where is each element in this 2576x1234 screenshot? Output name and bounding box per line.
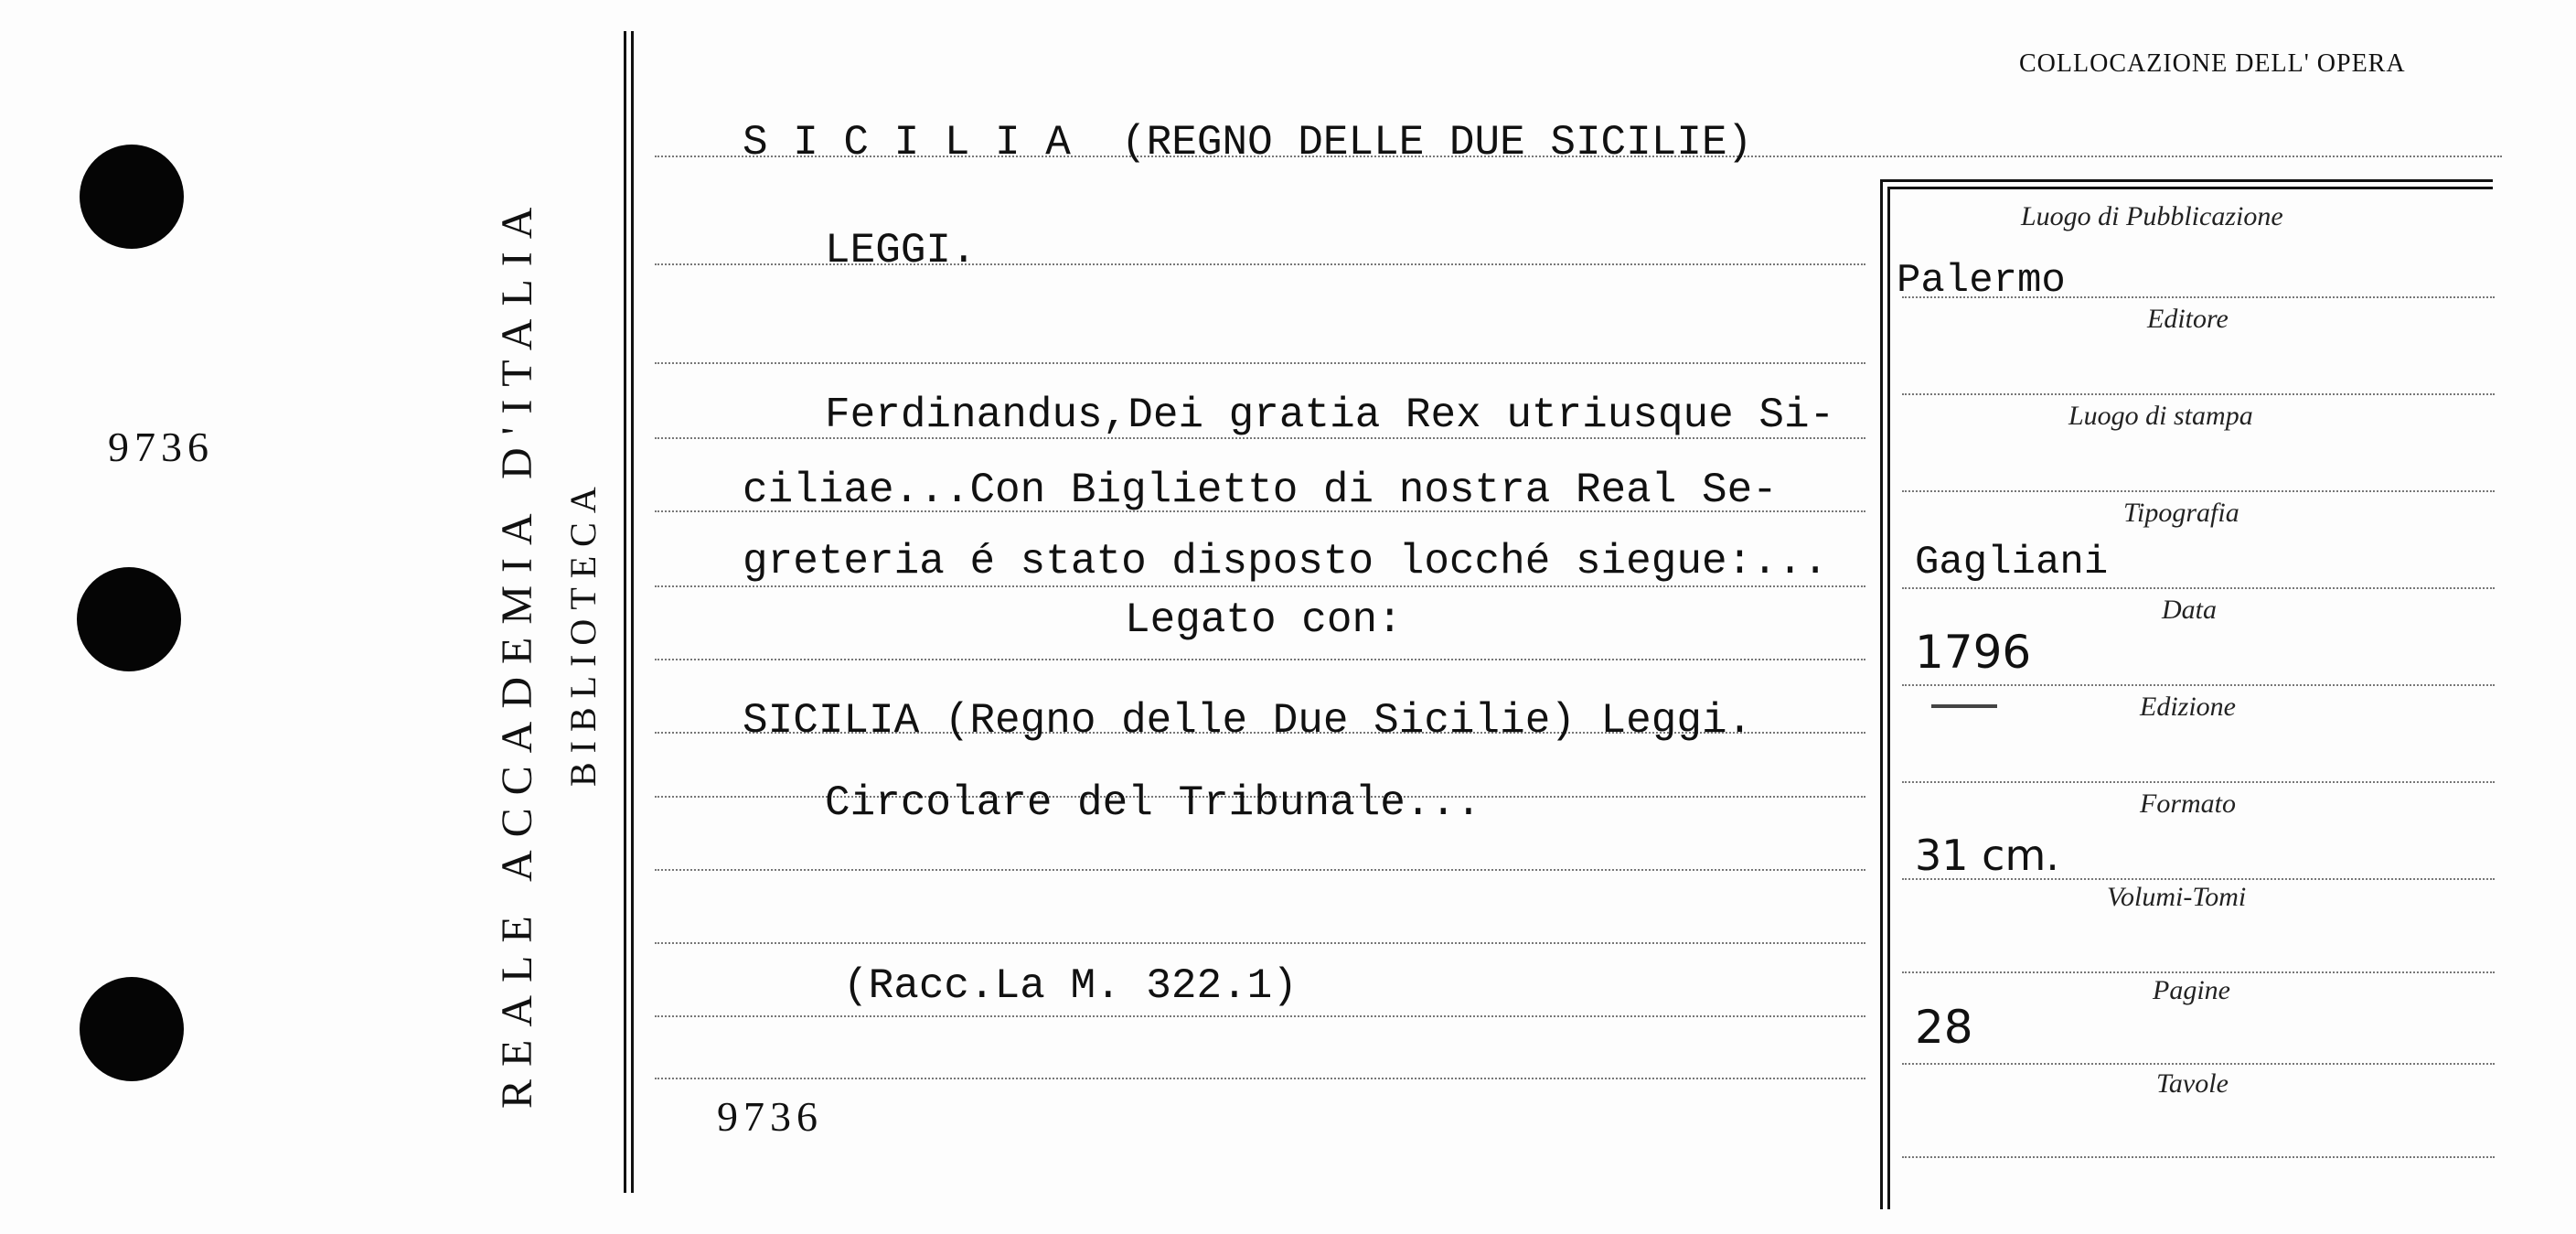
label-tavole: Tavole <box>2156 1068 2229 1099</box>
academy-name: REALE ACCADEMIA D'ITALIA <box>493 194 541 1109</box>
left-rule-a <box>624 31 626 1193</box>
label-pagine: Pagine <box>2153 975 2230 1005</box>
library-name: BIBLIOTECA <box>562 478 604 787</box>
label-luogo-stampa: Luogo di stampa <box>2068 401 2253 431</box>
ruled-line <box>655 659 1865 660</box>
punch-hole-bottom <box>80 977 184 1081</box>
field-line <box>1902 684 2495 686</box>
bound-with-line-2: Circolare del Tribunale... <box>825 779 1481 827</box>
inventory-number-left: 9736 <box>108 424 214 470</box>
field-line <box>1902 587 2495 589</box>
ruled-line <box>655 1078 1865 1079</box>
field-line <box>1902 781 2495 783</box>
text-line-2: ciliae...Con Biglietto di nostra Real Se- <box>743 467 1778 514</box>
field-line <box>1902 1156 2495 1158</box>
field-box-left-a <box>1880 179 1883 1209</box>
bound-with-line-1: SICILIA (Regno delle Due Sicilie) Leggi. <box>743 697 1753 745</box>
subject-heading: LEGGI. <box>825 227 977 274</box>
punch-hole-middle <box>77 567 181 671</box>
label-edizione: Edizione <box>2140 692 2236 722</box>
field-line <box>1902 393 2495 395</box>
inventory-number: 9736 <box>717 1093 823 1140</box>
label-tipografia: Tipografia <box>2123 498 2239 528</box>
value-tipografia: Gagliani <box>1915 540 2109 585</box>
ruled-line <box>655 362 1865 364</box>
field-line <box>1902 1063 2495 1065</box>
value-pagine: 28 <box>1915 1001 1973 1054</box>
left-rule-b <box>631 31 634 1193</box>
value-luogo-pubblicazione: Palermo <box>1897 258 2066 304</box>
heading-line: S I C I L I A (REGNO DELLE DUE SICILIE) <box>743 119 1753 166</box>
edizione-dash <box>1931 704 1997 708</box>
value-formato: 31 cm. <box>1915 831 2059 880</box>
shelfmark: (Racc.La M. 322.1) <box>843 962 1298 1010</box>
field-box-left-b <box>1887 187 1890 1209</box>
field-line <box>1902 971 2495 973</box>
ruled-line <box>655 942 1865 944</box>
field-line <box>1902 490 2495 492</box>
collocazione-header: COLLOCAZIONE DELL' OPERA <box>2019 49 2406 78</box>
punch-hole-top <box>80 145 184 249</box>
label-luogo-pubblicazione: Luogo di Pubblicazione <box>2021 201 2283 231</box>
label-editore: Editore <box>2147 304 2229 334</box>
value-data: 1796 <box>1915 626 2032 679</box>
ruled-line <box>655 1015 1865 1017</box>
text-line-1: Ferdinandus,Dei gratia Rex utriusque Si- <box>825 392 1835 439</box>
bound-with-label: Legato con: <box>1125 596 1403 644</box>
ruled-line <box>655 585 1865 587</box>
text-line-3: greteria é stato disposto locché siegue:... <box>743 538 1828 585</box>
label-formato: Formato <box>2140 789 2236 819</box>
label-volumi-tomi: Volumi-Tomi <box>2107 882 2247 912</box>
ruled-line <box>655 869 1865 871</box>
label-data: Data <box>2162 595 2217 625</box>
field-box-top-a <box>1880 179 2493 182</box>
field-box-top-b <box>1887 187 2493 189</box>
